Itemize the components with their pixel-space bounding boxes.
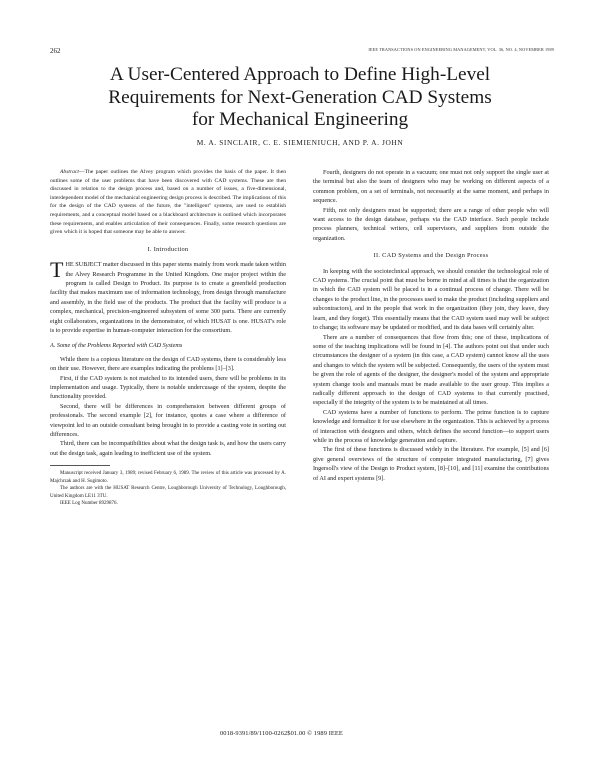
paragraph: CAD systems have a number of functions to perform. The prime function is to capture knowledge and formalize it for use elsewhere in the organization. This is achieved by a process of interaction with designers and others, which defines the second function—to support users while in the process of knowledge generation and capture. xyxy=(313,408,549,444)
page-number: 262 xyxy=(50,47,61,55)
journal-running-head: IEEE TRANSACTIONS ON ENGINEERING MANAGEMENT, VOL. 36, NO. 4, NOVEMBER 1989 xyxy=(368,47,554,52)
paragraph: The first of these functions is discussed widely in the literature. For example, [5] and [6] give general overviews of the structure of computer integrated manufacturing, [7] gives Ingersoll's view of the Design to Product system, [8]–[10], and [11] examine the contributions of AI and expert systems [9]. xyxy=(313,446,549,482)
subsection-heading-a: A. Some of the Problems Reported with CAD Systems xyxy=(50,342,183,350)
paragraph: Second, there will be differences in comprehension between different groups of professionals. The second example [2], for instance, quotes a case where a difference of viewpoint led to an outside consultant being brought in to provide a casting vote in sorting out differences. xyxy=(50,402,286,439)
footnote-affiliation: The authors are with the HUSAT Research Centre, Loughborough University of Technology, Loughborough, United Kingdom LE11 3TU. xyxy=(50,486,286,499)
intro-paragraph xyxy=(50,257,286,335)
paper-title xyxy=(60,64,540,132)
paragraph: While there is a copious literature on the design of CAD systems, there is considerably less on their use. However, there are examples indicating the problems [1]–[3]. xyxy=(50,355,286,373)
title-line-3: for Mechanical Engineering xyxy=(191,109,409,130)
intro-paragraph-text: HE SUBJECT matter discussed in this paper stems mainly from work made taken within the Alvey Research Programme in the United Kingdom. One major project within the program is called Design to Product. Its purpose is to create a greenfield production facility that makes maximum use of information technology, from design through manufacture and assembly, in the field use of the products. The product that the facility will produce is a complex, mechanical, precision-engineered subsystem of some 300 parts. There are currently eight collaborators, organizations in the demonstrator, of which HUSAT is one. HUSAT's role is to provide expertise in human-computer interaction for the consortium. xyxy=(50,261,286,334)
drop-cap: T xyxy=(50,257,64,283)
paragraph: Third, there can be incompatibilities about what the design task is, and how the users carry out the design task, again leading to inefficient use of the system. xyxy=(50,440,286,457)
paragraph: Fourth, designers do not operate in a vacuum; one must not only support the single user at the terminal but also the team of designers who may be working on different aspects of a common problem, on a set of terminals, not necessarily at the same moment, and perhaps in sequence. xyxy=(313,169,549,205)
abstract xyxy=(50,168,286,237)
title-line-1: A User-Centered Approach to Define High-Level xyxy=(109,64,491,85)
paragraph: In keeping with the sociotechnical approach, we should consider the technological role of CAD systems. The crucial point that must be borne in mind at all times is that the organization in which the CAD system will be placed is in a continual process of change. There will be changes to the product line, in the processes used to make the product (including suppliers and subcontractors), and in the people that work in the organization (they join, they leave, they learn, and they forget). This essentially means that the CAD system used may well be subject to change; its software may be updated or modified, and its data bases will certainly alter. xyxy=(313,267,549,332)
title-line-2: Requirements for Next-Generation CAD Systems xyxy=(108,86,492,108)
section-heading-cad-systems: II. CAD Systems and the Design Process xyxy=(373,252,489,260)
footnote-log-number: IEEE Log Number 8929876. xyxy=(60,500,118,506)
author-list: M. A. SINCLAIR, C. E. SIEMIENIUCH, AND P. A. JOHN xyxy=(196,138,404,147)
right-column xyxy=(313,168,549,483)
paragraph: First, if the CAD system is not matched to its intended users, there will be problems in its implementation and usage. Typically, there is notable undercusage of the system, despite the functionality provided. xyxy=(50,374,286,401)
footnote-manuscript: Manuscript received January 3, 1989; revised February 6, 1989. The review of this article was processed by A. Majchrzak and H. Sugimoto. xyxy=(50,471,286,484)
left-column xyxy=(50,168,286,507)
copyright-line: 0018-9391/89/1100-0262$01.00 © 1989 IEEE xyxy=(220,730,343,737)
paragraph: Fifth, not only designers must be supported; there are a range of other people who will want access to the design database, perhaps via the CAD interface. Such people include process planners, technical writers, cell supervisors, and suppliers from outside the organization. xyxy=(313,206,549,242)
abstract-text: —The paper outlines the Alvey program which provides the basis of the paper. It then outlines some of the user problems that have been discovered with CAD systems. These are then discussed in relation to the design process and, based on a number of issues, a five-dimensional, interdependent model of the mechanical engineering design process is described. The implications of this for the design of the CAD systems of the future, the "intelligent" systems, are used to establish requirements, and a conceptual model based on a blackboard architecture is outlined which incorporates these requirements, and enables articulation of their consequences. Finally, some research questions are given which it is hoped that someone may be able to answer. xyxy=(50,169,286,236)
abstract-label: Abstract xyxy=(60,169,79,175)
footnote-divider xyxy=(50,465,110,466)
paragraph: There are a number of consequences that flow from this; one of these, implications of some of the teaching implications will be found in [4]. The authors point out that under such circumstances the designer of a system (in this case, a CAD system) cannot know all the uses and changes to which the system will be subjected. Consequently, the users of the system must be given the role of agents of the designer, the designer's model of the system and appropriate system change tools and manuals must be made available to the user group. This implies a radically different approach to the design of CAD systems to that currently practised, especially if the integrity of the system is to be maintained at all times. xyxy=(313,333,549,407)
section-heading-introduction: I. Introduction xyxy=(147,245,189,253)
